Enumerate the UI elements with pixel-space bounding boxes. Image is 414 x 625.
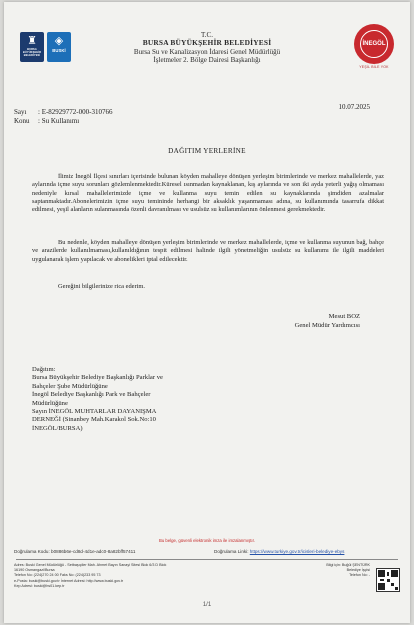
header-department: İşletmeler 2. Bölge Dairesi Başkanlığı [153,56,261,64]
distribution-line: Bahçeler Şube Müdürlüğüne [32,382,108,390]
footer-address [14,563,166,589]
distribution-line: İnegöl Belediye Başkanlığı Park ve Bahçeler [32,391,151,399]
verification-code: Doğrulama Kodu: b0886b6e-cd8d-4d1e-adc0-8a82bff57411 [14,549,136,554]
address-line: Adres: Buski Genel Müdürlüğü - Setbaşıçiler Mah. Ahmet Bayın Sanayi Sitesi Blok 6/3 D Blok [14,563,167,567]
distribution-line: Sayın İNEGÖL MUHTARLAR DAYANIŞMA [32,408,157,416]
seal-caption: YEŞİL BİLE YOK [359,65,389,69]
distribution-line: Müdürlüğüne [32,399,68,407]
header-tc: T.C. [201,31,213,39]
address-line: Kep Adresi: buski@hs01.kep.tr [14,583,65,588]
verification-link-label: Doğrulama Linki: [214,549,249,554]
e-signature-note: Bu belge, güvenli elektronik imza ile imzalanmıştır. [158,538,255,543]
paragraph-text: Gereğini bilgilerinize rica ederim. [58,283,145,290]
page-number: 1/1 [202,602,212,608]
signature-name: Mesut BOZ [328,313,360,320]
city-emblem-icon: ♜ [27,35,37,47]
distribution-line: DERNEĞİ (Sinanbey Mah.Karakol Sok.No:10 [32,416,156,424]
verification-link-row [214,549,344,554]
document-title: DAĞITIM YERLERİNE [168,147,246,155]
address-line: e-Posta: buski@buski.gov.tr İnternet Adresi: http://www.buski.gov.tr [14,578,124,583]
buski-logo [47,32,71,62]
seal-inner: İNEGÖL [360,30,388,58]
body-paragraph-2 [32,239,384,264]
distribution-list [32,366,252,433]
paragraph-text: Bu nedenle, köyden mahalleye dönüşen yerleşim birimlerinde ve merkez mahallelerde, içme ve kullanma suyunun bağ, bahçe ve arazilerde kullanılmaması,kullanıldığının tespit edilmesi halinde ilgili yönetmeliğin usulsüz su kullanımı ile ilgili maddeleri uygulanarak işlem yapılacak ve abonelikleri iptal edilecektir. [32,239,384,263]
sayi-label: Sayı [14,108,27,116]
header-logos [20,32,71,62]
address-line: 16190 Osmangazi/Bursa [14,568,55,573]
konu-value: : Su Kullanımı [38,117,80,125]
footer-contact-info [266,563,370,579]
distribution-label: Dağıtım: [32,366,56,373]
address-line: Telefon No: (224)270 24 00 Faks No: (224)233 95 73 [14,573,101,578]
sayi-value: : E-82929772-000-310766 [38,108,113,116]
distribution-line: Bursa Büyükşehir Belediye Başkanlığı Parklar ve [32,374,163,382]
info-line: Telefon No: - [349,573,370,578]
body-paragraph-3 [32,283,384,291]
paragraph-text: İlimiz İnegöl İlçesi sınırları içerisinde bulunan köyden mahalleye dönüşen yerleşim birimlerinde ve merkez mahallelerde, yaz aylarında içme suyu sorunları gözlemlenmektedir.Küresel ısınmadan kaynaklanan, kış aylarında ve son iki ayda yeterli yağış olmaması nedeniyle kırsal mahallelerimizde içme ve kullanma suyu temin edilen su kaynaklarında şimdiden azalmalar saptanmaktadır.Abonelerimizin içme suyu temininde herhangi bir aksaklık yaşanmaması adına, su kullanımında tasarrufa dikkat edilmesi, yeşil alanların sulanmasında özenli davranılması ve usulsüz su kullanımlarının önlenmesi gerekmektedir. [32,173,384,214]
verification-link[interactable]: https://www.turkiye.gov.tr/icisleri-belediye-ebys [249,549,345,554]
sayi-row [14,108,112,117]
inegol-seal-logo [354,24,394,64]
body-paragraph-1 [32,173,384,214]
info-line: Bilgi için: Buğül ŞENTÜRK [326,563,370,567]
footer-divider [16,559,398,560]
header-directorate: Bursa Su ve Kanalizasyon İdaresi Genel Müdürlüğü [133,48,281,56]
konu-row [14,117,79,126]
qr-code-icon [376,568,400,592]
distribution-line: İNEGÖL/BURSA) [32,424,83,432]
logo-caption: BURSA BÜYÜKŞEHİR BELEDİYESİ [22,48,42,57]
bursa-buyuksehir-logo [20,32,44,62]
header-municipality: BURSA BÜYÜKŞEHİR BELEDİYESİ [142,38,272,47]
water-drop-icon: ◈ [54,35,64,47]
buski-caption: BUSKİ [52,48,66,53]
konu-label: Konu [14,117,30,125]
document-date: 10.07.2025 [338,103,370,111]
document-page [4,2,410,623]
signature-title: Genel Müdür Yardımcısı [294,322,360,329]
info-line: Belediye İşçisi [346,568,370,573]
